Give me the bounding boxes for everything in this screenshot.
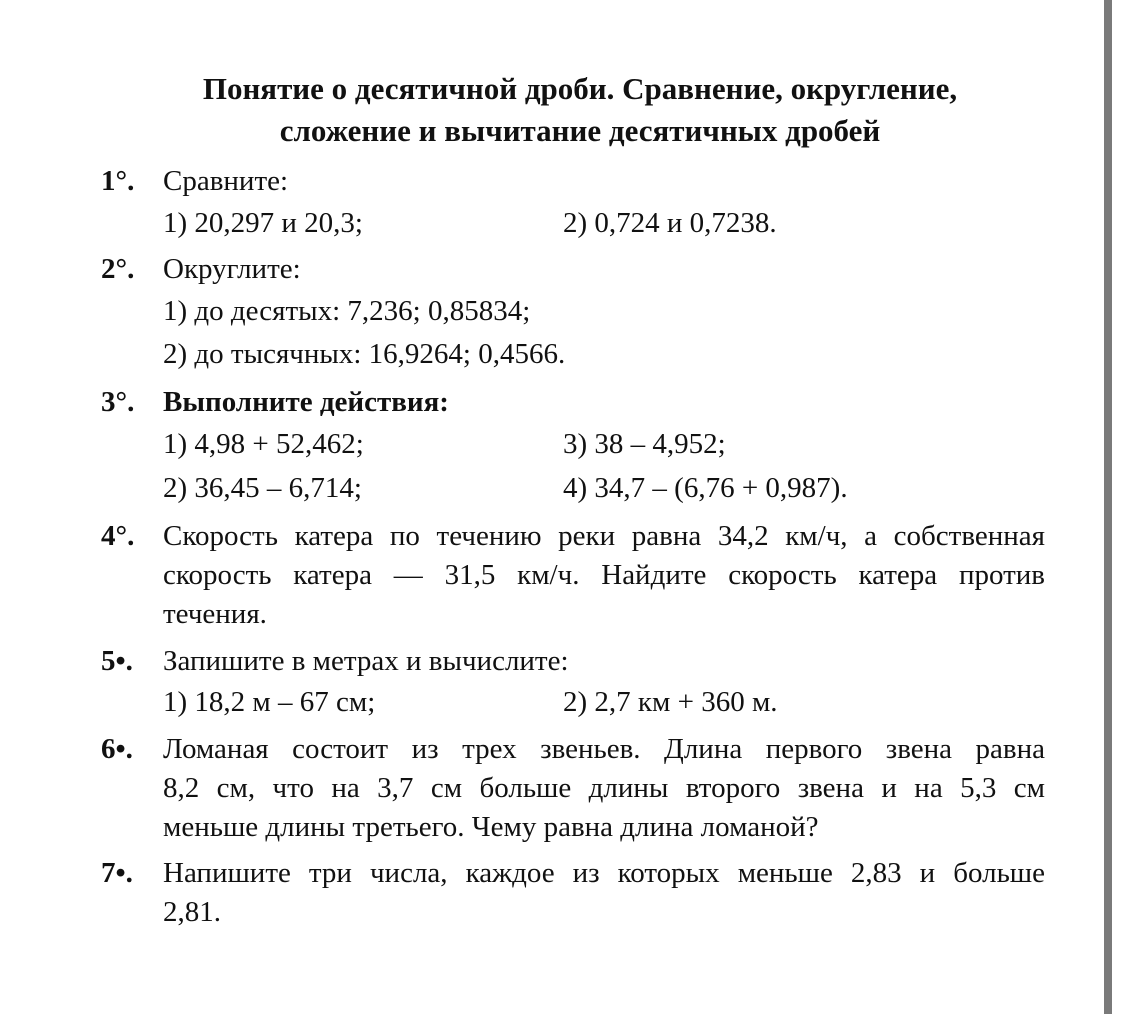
page-edge-divider xyxy=(1104,0,1112,1014)
task-prompt: Сравните: xyxy=(163,165,289,197)
task-prompt: Выполните действия: xyxy=(163,386,449,418)
task-text-line: 8,2 см, что на 3,7 см больше длины второго звена и на 5,3 см xyxy=(163,772,1045,804)
task-number: 3°. xyxy=(101,386,135,418)
task-item: 1) 18,2 м – 67 см; xyxy=(163,686,376,718)
task-number: 7•. xyxy=(101,857,133,889)
task-text-line: 2,81. xyxy=(163,896,221,928)
task-item: 2) 2,7 км + 360 м. xyxy=(563,686,778,718)
task-item: 3) 38 – 4,952; xyxy=(563,428,726,460)
task-number: 1°. xyxy=(101,165,135,197)
task-text-line: Скорость катера по течению реки равна 34,2 км/ч, а собственная xyxy=(163,520,1045,552)
task-prompt: Округлите: xyxy=(163,253,301,285)
task-item: 2) 0,724 и 0,7238. xyxy=(563,207,777,239)
task-item: 2) до тысячных: 16,9264; 0,4566. xyxy=(163,338,566,370)
task-number: 4°. xyxy=(101,520,135,552)
task-item: 1) 4,98 + 52,462; xyxy=(163,428,364,460)
task-item: 4) 34,7 – (6,76 + 0,987). xyxy=(563,472,848,504)
task-item: 1) 20,297 и 20,3; xyxy=(163,207,363,239)
task-text-line: Ломаная состоит из трех звеньев. Длина первого звена равна xyxy=(163,733,1045,765)
task-text-line: течения. xyxy=(163,598,267,630)
task-number: 6•. xyxy=(101,733,133,765)
worksheet-title-line-2: сложение и вычитание десятичных дробей xyxy=(279,113,881,148)
task-text-line: меньше длины третьего. Чему равна длина ломаной? xyxy=(163,811,819,843)
worksheet-title-line-1: Понятие о десятичной дроби. Сравнение, округление, xyxy=(202,71,958,106)
task-prompt: Запишите в метрах и вычислите: xyxy=(163,645,569,677)
task-item: 1) до десятых: 7,236; 0,85834; xyxy=(163,295,531,327)
task-text-line: скорость катера — 31,5 км/ч. Найдите скорость катера против xyxy=(163,559,1045,591)
task-number: 5•. xyxy=(101,645,133,677)
task-item: 2) 36,45 – 6,714; xyxy=(163,472,362,504)
task-text-line: Напишите три числа, каждое из которых меньше 2,83 и больше xyxy=(163,857,1045,889)
task-number: 2°. xyxy=(101,253,135,285)
